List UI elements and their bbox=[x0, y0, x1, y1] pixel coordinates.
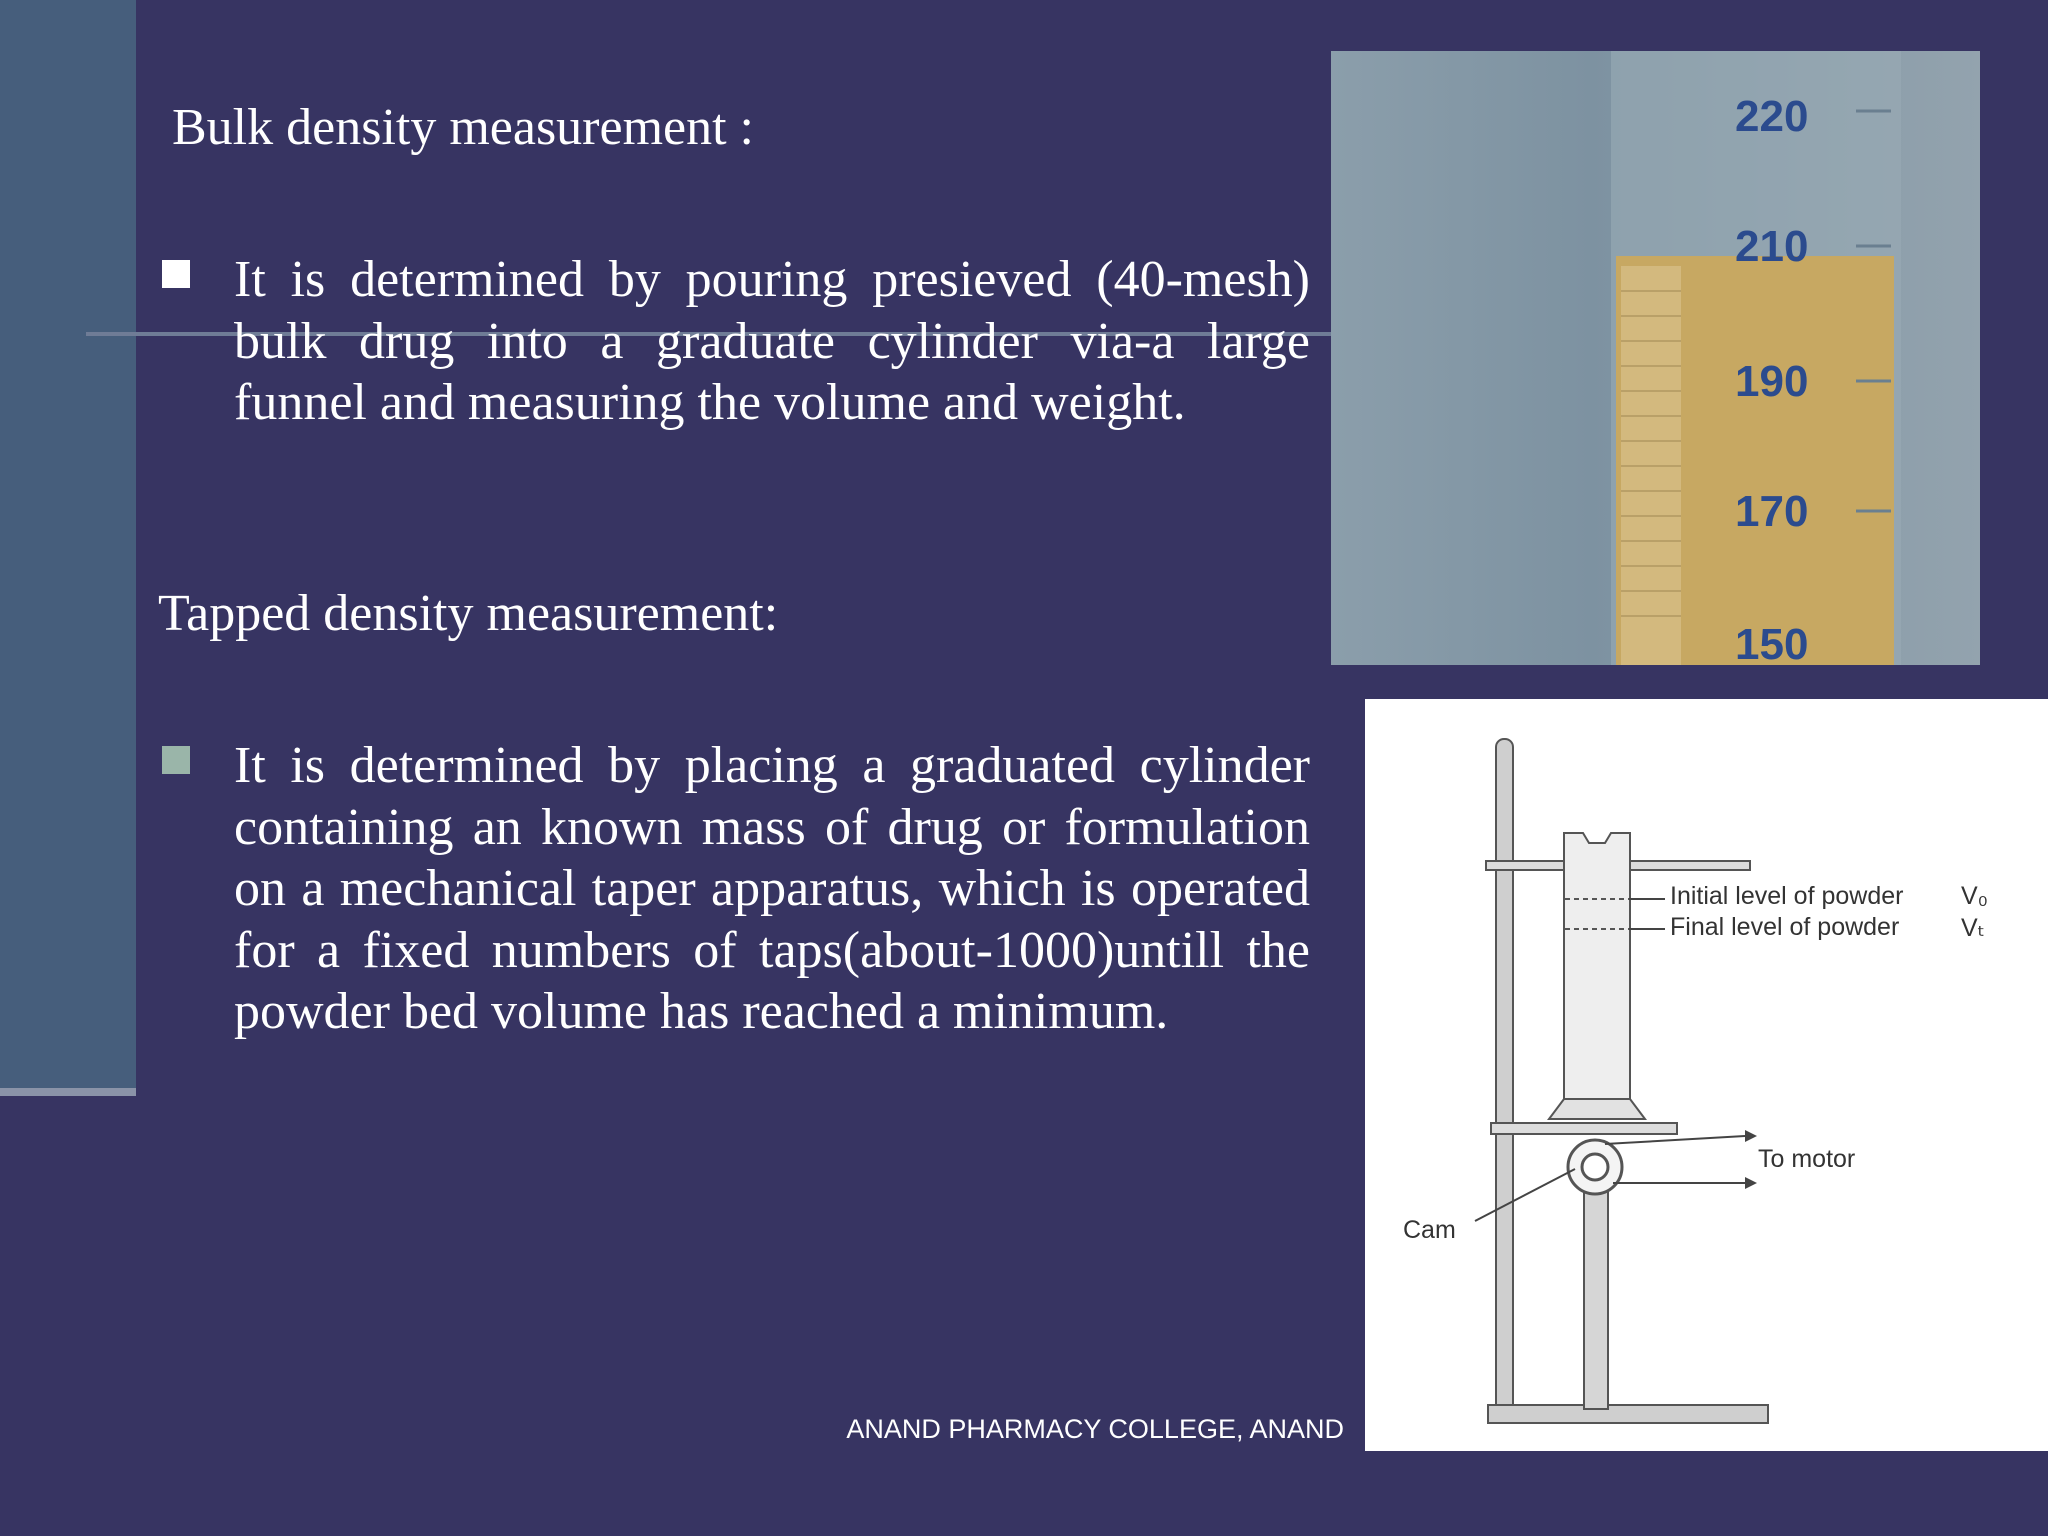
left-accent-bar bbox=[0, 0, 136, 1088]
scale-label-210: 210 bbox=[1735, 222, 1809, 271]
scale-label-170: 170 bbox=[1735, 487, 1809, 536]
final-level-text: Final level of powder bbox=[1670, 913, 1900, 941]
initial-level-label bbox=[1670, 882, 1903, 911]
scale-label-150: 150 bbox=[1735, 620, 1809, 665]
left-accent-line bbox=[0, 1088, 136, 1096]
final-level-label bbox=[1670, 913, 1899, 942]
tap-density-apparatus-diagram bbox=[1365, 699, 2048, 1451]
initial-level-symbol: V₀ bbox=[1961, 882, 1989, 910]
final-level-symbol: Vₜ bbox=[1961, 914, 1986, 942]
tapped-density-description: It is determined by placing a graduated cylinder containing an known mass of drug or formulation on a mechanical taper apparatus, which is operated for a fixed numbers of taps(about-1000)untill the powder bed volume has reached a minimum. bbox=[234, 737, 1310, 1040]
motor-label: To motor bbox=[1758, 1145, 1856, 1173]
bullet-marker-2 bbox=[162, 746, 190, 774]
bulk-density-heading: Bulk density measurement : bbox=[172, 99, 755, 156]
bullet-marker-1 bbox=[162, 260, 190, 288]
cam-label: Cam bbox=[1403, 1216, 1456, 1244]
footer-college-name: ANAND PHARMACY COLLEGE, ANAND bbox=[846, 1414, 1344, 1444]
scale-label-190: 190 bbox=[1735, 357, 1809, 406]
scale-label-220: 220 bbox=[1735, 92, 1809, 141]
bulk-density-description: It is determined by pouring presieved (40-mesh) bulk drug into a graduate cylinder via-a large funnel and measuring the volume and weight. bbox=[234, 251, 1310, 431]
tapped-density-heading: Tapped density measurement: bbox=[158, 585, 779, 642]
initial-level-text: Initial level of powder bbox=[1670, 882, 1904, 910]
graduated-cylinder-photo bbox=[1331, 51, 1980, 665]
